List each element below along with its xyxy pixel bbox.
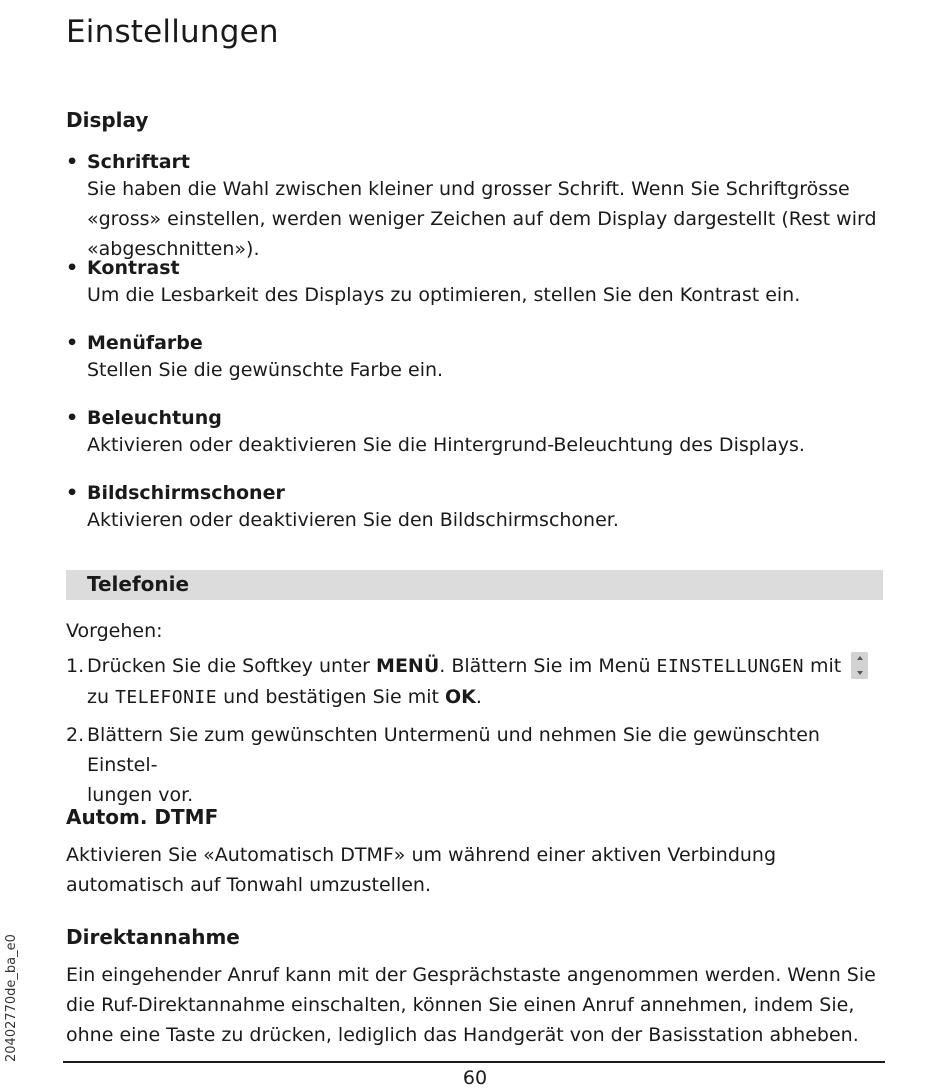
bullet-item-schriftart	[66, 151, 886, 264]
document-code: 20402770de_ba_e0	[4, 934, 19, 1062]
up-down-scroll-key-icon	[851, 652, 868, 679]
step-body	[66, 651, 881, 713]
procedure-step-2	[66, 720, 881, 810]
bullet-title: • Kontrast	[66, 257, 886, 279]
step-text: .	[475, 686, 482, 708]
bullet-text: Aktivieren oder deaktivieren Sie die Hintergrund-Beleuchtung des Displays.	[87, 434, 805, 456]
page-title: Einstellungen	[66, 14, 279, 50]
bullet-text: Sie haben die Wahl zwischen kleiner und grosser Schrift. Wenn Sie Schriftgrösse «gross» einstellen, werden weniger Zeichen auf dem Display dargestellt (Rest wird «abgeschnitten»).	[87, 178, 877, 260]
step-text: . Blättern Sie im Menü	[439, 655, 657, 677]
section-heading-display: Display	[66, 108, 149, 132]
section-bar-telefonie	[66, 570, 883, 600]
direktannahme-description: Ein eingehender Anruf kann mit der Gesprächstaste angenommen werden. Wenn Sie die Ruf-Direktannahme einschalten, können Sie einen Anruf annehmen, indem Sie, ohne eine Taste zu drücken, lediglich das Handgerät von der Basisstation abheben.	[66, 964, 876, 1046]
step-number: 2.	[66, 724, 85, 746]
menu-key-label: MENÜ	[376, 655, 440, 677]
step-text: Drücken Sie die Softkey unter	[87, 655, 377, 677]
bullet-item-beleuchtung	[66, 407, 886, 460]
step-text: und bestätigen Sie mit	[217, 686, 445, 708]
display-submenu-name: TELEFONIE	[115, 687, 218, 708]
step-text: Blättern Sie zum gewünschten Untermenü und nehmen Sie die gewünschten Einstel-	[87, 724, 820, 776]
section-heading-direktannahme: Direktannahme	[66, 925, 240, 949]
step-body	[66, 720, 881, 810]
step-text: zu	[87, 686, 116, 708]
bullet-title: • Bildschirmschoner	[66, 482, 886, 504]
bullet-text: Stellen Sie die gewünschte Farbe ein.	[87, 359, 444, 381]
footer-rule	[63, 1061, 885, 1063]
procedure-step-1	[66, 651, 881, 713]
bullet-text: Aktivieren oder deaktivieren Sie den Bildschirmschoner.	[87, 509, 619, 531]
dtmf-description: Aktivieren Sie «Automatisch DTMF» um während einer aktiven Verbindung automatisch auf Tonwahl umzustellen.	[66, 844, 777, 896]
bullet-item-menuefarbe	[66, 332, 886, 385]
procedure-label: Vorgehen:	[66, 620, 163, 642]
bullet-item-kontrast	[66, 257, 886, 310]
bullet-text: Um die Lesbarkeit des Displays zu optimieren, stellen Sie den Kontrast ein.	[87, 284, 801, 306]
bullet-title: • Menüfarbe	[66, 332, 886, 354]
bullet-title: • Schriftart	[66, 151, 886, 173]
step-number: 1.	[66, 655, 85, 677]
step-text: lungen vor.	[87, 784, 194, 806]
section-heading-dtmf: Autom. DTMF	[66, 805, 219, 829]
display-menu-name: EINSTELLUNGEN	[656, 656, 804, 677]
step-text: mit	[803, 655, 848, 677]
ok-key-label: OK	[444, 686, 476, 708]
page-number: 60	[462, 1067, 488, 1089]
bullet-title: • Beleuchtung	[66, 407, 886, 429]
section-heading-telefonie: Telefonie	[87, 572, 190, 596]
bullet-item-bildschirmschoner	[66, 482, 886, 535]
